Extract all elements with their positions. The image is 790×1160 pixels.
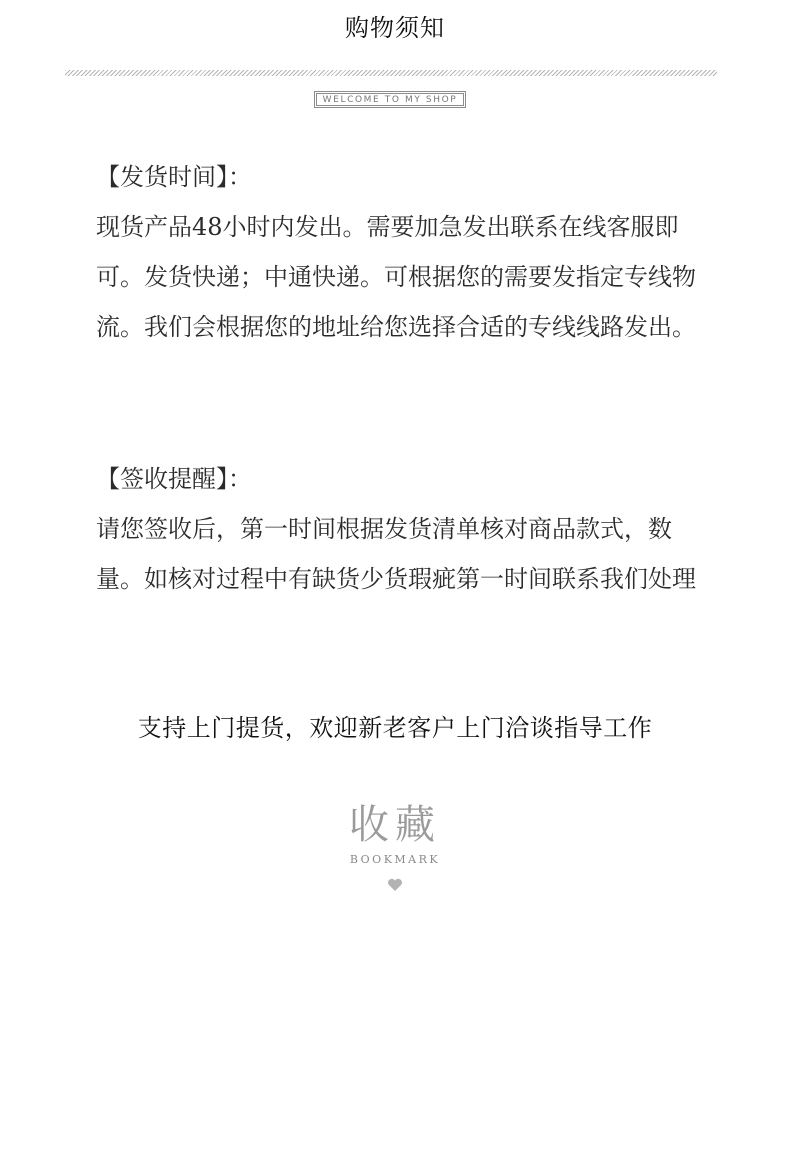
welcome-badge: WELCOME TO MY SHOP <box>314 91 466 108</box>
heart-icon <box>387 878 403 892</box>
pickup-notice: 支持上门提货，欢迎新老客户上门洽谈指导工作 <box>137 714 653 742</box>
receipt-section <box>96 454 696 604</box>
shipping-section <box>96 152 696 352</box>
bookmark-button[interactable] <box>0 800 790 892</box>
shipping-heading: 【发货时间】： <box>96 163 252 191</box>
receipt-heading: 【签收提醒】： <box>96 465 252 493</box>
bookmark-title: 收藏 <box>349 802 441 848</box>
receipt-body: 请您签收后，第一时间根据发货清单核对商品款式，数量。如核对过程中有缺货少货瑕疵第一时间联系我们处理 <box>96 515 696 593</box>
page-title: 购物须知 <box>345 14 445 42</box>
shipping-body: 现货产品48小时内发出。需要加急发出联系在线客服即可。发货快递；中通快递。可根据您的需要发指定专线物流。我们会根据您的地址给您选择合适的专线线路发出。 <box>96 213 696 341</box>
hatch-divider <box>65 70 717 76</box>
bookmark-subtitle: BOOKMARK <box>349 853 441 866</box>
